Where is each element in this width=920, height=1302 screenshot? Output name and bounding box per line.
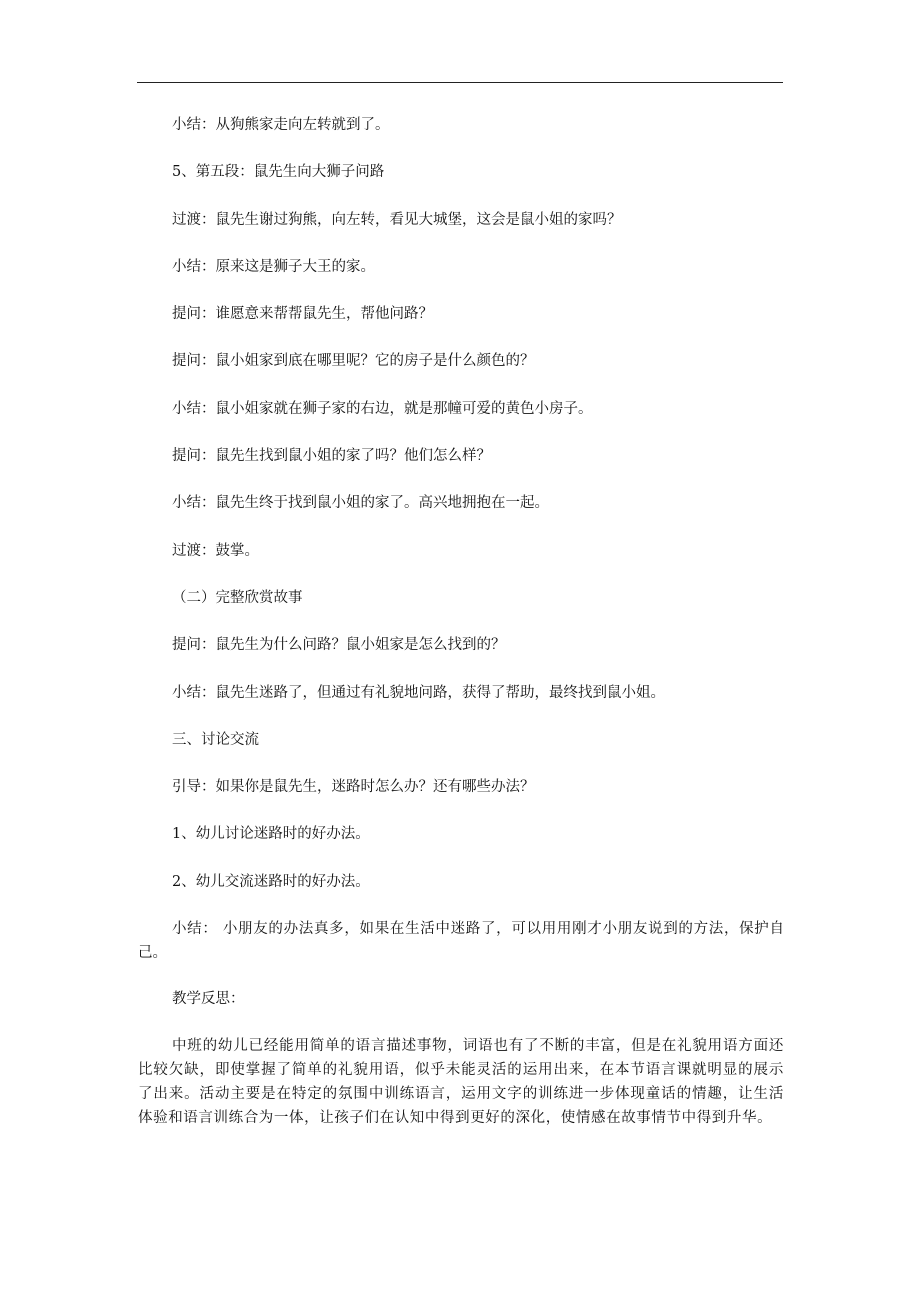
- reflection-paragraph: 中班的幼儿已经能用简单的语言描述事物，词语也有了不断的丰富，但是在礼貌用语方面还比较欠缺，即使掌握了简单的礼貌用语，似乎未能灵活的运用出来，在本节语言课就明显的展示了出来。活动主要是在特定的氛围中训练语言，运用文字的训练进一步体现童话的情趣，让生活体验和语言训练合为一体，让孩子们在认知中得到更好的深化，使情感在故事情节中得到升华。: [138, 1038, 784, 1127]
- list-item: 1、幼儿讨论迷路时的好办法。: [172, 826, 370, 843]
- text-line: 提问：鼠小姐家到底在哪里呢？它的房子是什么颜色的？: [172, 353, 535, 370]
- text-line: 提问：鼠先生找到鼠小姐的家了吗？他们怎么样？: [172, 448, 491, 465]
- text-line: 提问：鼠先生为什么问路？鼠小姐家是怎么找到的？: [172, 637, 506, 654]
- text-line: 引导：如果你是鼠先生，迷路时怎么办？还有哪些办法？: [172, 779, 535, 796]
- text-line: 小结：鼠先生终于找到鼠小姐的家了。高兴地拥抱在一起。: [172, 495, 549, 512]
- list-item: 2、幼儿交流迷路时的好办法。: [172, 873, 370, 890]
- section-heading: 5、第五段：鼠先生向大狮子问路: [172, 164, 385, 181]
- summary-paragraph: 小结： 小朋友的办法真多，如果在生活中迷路了，可以用用刚才小朋友说到的方法，保护自己。: [138, 921, 784, 962]
- header-rule: [137, 82, 783, 83]
- text-line: 小结：鼠小姐家就在狮子家的右边，就是那幢可爱的黄色小房子。: [172, 400, 593, 417]
- text-line: 小结：原来这是狮子大王的家。: [172, 258, 375, 275]
- section-heading: 三、讨论交流: [172, 731, 259, 748]
- text-line: 小结：从狗熊家走向左转就到了。: [172, 117, 390, 133]
- section-heading: （二）完整欣赏故事: [172, 589, 303, 606]
- text-line: 提问：谁愿意来帮帮鼠先生，帮他问路？: [172, 306, 433, 323]
- reflection-heading: 教学反思：: [172, 991, 245, 1008]
- text-line: 过渡：鼓掌。: [172, 542, 259, 559]
- text-line: 过渡：鼠先生谢过狗熊，向左转，看见大城堡，这会是鼠小姐的家吗？: [172, 211, 622, 228]
- text-line: 小结：鼠先生迷路了，但通过有礼貌地问路，获得了帮助，最终找到鼠小姐。: [172, 684, 665, 701]
- document-body: [138, 113, 784, 1152]
